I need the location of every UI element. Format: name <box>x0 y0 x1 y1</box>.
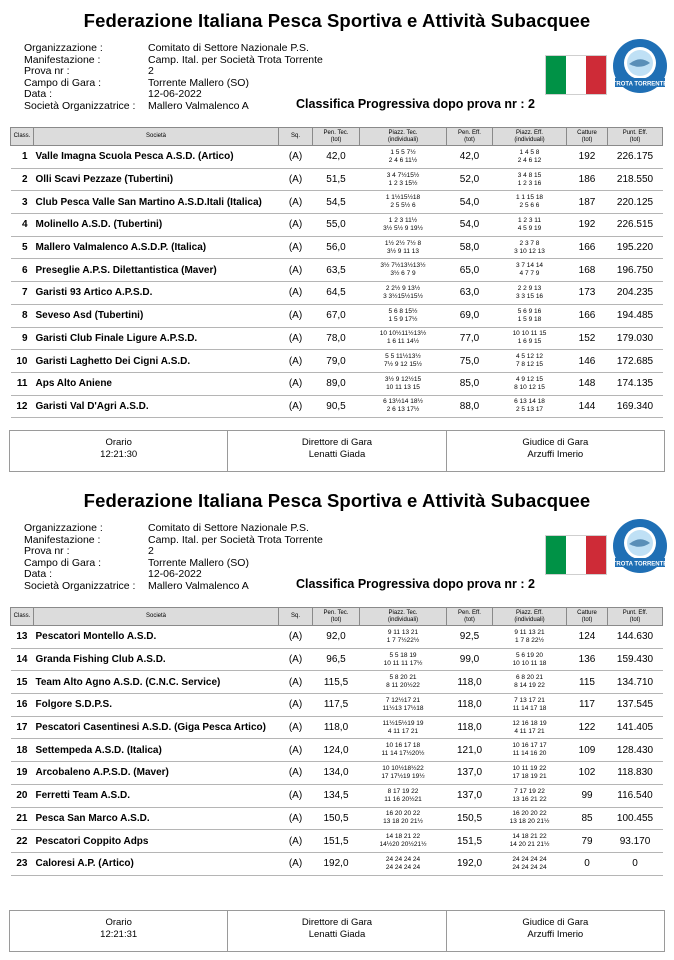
table-row <box>11 214 663 237</box>
trota-torrente-logo-icon <box>612 38 668 94</box>
catture-cell: 166 <box>567 236 608 259</box>
punteggio-cell: 144.630 <box>608 626 663 649</box>
pen-eff-cell: 75,0 <box>447 350 493 373</box>
pen-tec-cell: 134,0 <box>313 762 360 785</box>
results-table <box>10 607 663 876</box>
col-pen-tec: Pen. Tec. (tot) <box>313 608 360 626</box>
piazz-eff-cell: 10 11 19 22 17 18 19 21 <box>493 762 567 785</box>
pen-tec-cell: 151,5 <box>313 830 360 853</box>
rank-cell: 18 <box>11 739 34 762</box>
col-societa: Società <box>34 608 279 626</box>
rank-cell: 20 <box>11 784 34 807</box>
piazz-tec-cell: 5 5 11½13½ 7½ 9 12 15½ <box>360 350 447 373</box>
piazz-eff-cell: 3 4 8 15 1 2 3 16 <box>493 168 567 191</box>
logo-bottom-text: TROTA TORRENTE <box>612 561 668 568</box>
squadra-cell: (A) <box>279 852 313 875</box>
punteggio-cell: 220.125 <box>608 191 663 214</box>
societa-cell: Granda Fishing Club A.S.D. <box>34 648 279 671</box>
pen-tec-cell: 92,0 <box>313 626 360 649</box>
societa-cell: Settempeda A.S.D. (Italica) <box>34 739 279 762</box>
societa-cell: Garisti 93 Artico A.P.S.D. <box>34 282 279 305</box>
pen-tec-cell: 124,0 <box>313 739 360 762</box>
piazz-tec-cell: 5 6 8 15½ 1 5 9 17½ <box>360 304 447 327</box>
piazz-eff-cell: 1 1 15 18 2 5 6 6 <box>493 191 567 214</box>
rank-cell: 22 <box>11 830 34 853</box>
punteggio-cell: 179.030 <box>608 327 663 350</box>
societa-cell: Caloresi A.P. (Artico) <box>34 852 279 875</box>
catture-cell: 85 <box>567 807 608 830</box>
catture-cell: 173 <box>567 282 608 305</box>
squadra-cell: (A) <box>279 372 313 395</box>
catture-cell: 115 <box>567 671 608 694</box>
punteggio-cell: 137.545 <box>608 694 663 717</box>
societa-cell: Olli Scavi Pezzaze (Tubertini) <box>34 168 279 191</box>
punteggio-cell: 100.455 <box>608 807 663 830</box>
catture-cell: 109 <box>567 739 608 762</box>
punteggio-cell: 195.220 <box>608 236 663 259</box>
catture-cell: 152 <box>567 327 608 350</box>
punteggio-cell: 116.540 <box>608 784 663 807</box>
squadra-cell: (A) <box>279 327 313 350</box>
table-row <box>11 146 663 169</box>
piazz-eff-cell: 7 13 17 21 11 14 17 18 <box>493 694 567 717</box>
piazz-tec-cell: 5 8 20 21 8 11 20½22 <box>360 671 447 694</box>
rank-cell: 19 <box>11 762 34 785</box>
pen-eff-cell: 192,0 <box>447 852 493 875</box>
table-row <box>11 830 663 853</box>
piazz-tec-cell: 3½ 7½13½13½ 3½ 6 7 9 <box>360 259 447 282</box>
societa-cell: Molinello A.S.D. (Tubertini) <box>34 214 279 237</box>
piazz-eff-cell: 10 10 11 15 1 6 9 15 <box>493 327 567 350</box>
piazz-eff-cell: 16 20 20 22 13 18 20 21½ <box>493 807 567 830</box>
pen-tec-cell: 51,5 <box>313 168 360 191</box>
table-row <box>11 191 663 214</box>
col-pen-eff: Pen. Eff. (tot) <box>447 608 493 626</box>
rank-cell: 14 <box>11 648 34 671</box>
squadra-cell: (A) <box>279 739 313 762</box>
piazz-tec-cell: 2 2½ 9 13½ 3 3½15½15½ <box>360 282 447 305</box>
meta-row: Società Organizzatrice : Mallero Valmalenco A <box>24 99 249 112</box>
pen-eff-cell: 52,0 <box>447 168 493 191</box>
piazz-eff-cell: 1 2 3 11 4 5 9 19 <box>493 214 567 237</box>
catture-cell: 0 <box>567 852 608 875</box>
punteggio-cell: 196.750 <box>608 259 663 282</box>
italian-flag-icon <box>545 535 607 575</box>
squadra-cell: (A) <box>279 716 313 739</box>
pen-tec-cell: 192,0 <box>313 852 360 875</box>
squadra-cell: (A) <box>279 694 313 717</box>
pen-tec-cell: 64,5 <box>313 282 360 305</box>
catture-cell: 99 <box>567 784 608 807</box>
piazz-eff-cell: 24 24 24 24 24 24 24 24 <box>493 852 567 875</box>
piazz-tec-cell: 10 10½11½13½ 1 6 11 14½ <box>360 327 447 350</box>
piazz-tec-cell: 1 2 3 11½ 3½ 5½ 9 19½ <box>360 214 447 237</box>
squadra-cell: (A) <box>279 168 313 191</box>
piazz-tec-cell: 10 10½18½22 17 17½19 19½ <box>360 762 447 785</box>
piazz-eff-cell: 14 18 21 22 14 20 21 21½ <box>493 830 567 853</box>
table-header <box>11 608 663 626</box>
table-row <box>11 327 663 350</box>
rank-cell: 5 <box>11 236 34 259</box>
piazz-tec-cell: 11½15½19 19 4 11 17 21 <box>360 716 447 739</box>
squadra-cell: (A) <box>279 236 313 259</box>
societa-cell: Arcobaleno A.P.S.D. (Maver) <box>34 762 279 785</box>
societa-cell: Garisti Val D'Agri A.S.D. <box>34 395 279 418</box>
squadra-cell: (A) <box>279 282 313 305</box>
table-row <box>11 852 663 875</box>
squadra-cell: (A) <box>279 762 313 785</box>
pen-eff-cell: 58,0 <box>447 236 493 259</box>
piazz-tec-cell: 10 16 17 18 11 14 17½20½ <box>360 739 447 762</box>
meta-row: Campo di Gara : Torrente Mallero (SO) <box>24 76 249 89</box>
footer-orario: Orario 12:21:30 <box>10 431 228 471</box>
societa-cell: Team Alto Agno A.S.D. (C.N.C. Service) <box>34 671 279 694</box>
societa-cell: Valle Imagna Scuola Pesca A.S.D. (Artico) <box>34 146 279 169</box>
col-sq: Sq. <box>279 128 313 146</box>
catture-cell: 102 <box>567 762 608 785</box>
catture-cell: 192 <box>567 214 608 237</box>
rank-cell: 7 <box>11 282 34 305</box>
pen-eff-cell: 88,0 <box>447 395 493 418</box>
societa-cell: Preseglie A.P.S. Dilettantistica (Maver) <box>34 259 279 282</box>
table-row <box>11 716 663 739</box>
footer-orario: Orario 12:21:31 <box>10 911 228 951</box>
rank-cell: 21 <box>11 807 34 830</box>
catture-cell: 148 <box>567 372 608 395</box>
pen-tec-cell: 96,5 <box>313 648 360 671</box>
squadra-cell: (A) <box>279 259 313 282</box>
punteggio-cell: 128.430 <box>608 739 663 762</box>
pen-eff-cell: 54,0 <box>447 191 493 214</box>
pen-tec-cell: 56,0 <box>313 236 360 259</box>
squadra-cell: (A) <box>279 146 313 169</box>
catture-cell: 187 <box>567 191 608 214</box>
flag-red <box>586 56 606 94</box>
piazz-eff-cell: 7 17 19 22 13 16 21 22 <box>493 784 567 807</box>
pen-tec-cell: 118,0 <box>313 716 360 739</box>
piazz-tec-cell: 14 18 21 22 14½20 20½21½ <box>360 830 447 853</box>
societa-cell: Garisti Laghetto Dei Cigni A.S.D. <box>34 350 279 373</box>
pen-tec-cell: 117,5 <box>313 694 360 717</box>
meta-row: Data : 12-06-2022 <box>24 568 202 581</box>
piazz-eff-cell: 3 7 14 14 4 7 7 9 <box>493 259 567 282</box>
societa-cell: Garisti Club Finale Ligure A.P.S.D. <box>34 327 279 350</box>
piazz-tec-cell: 24 24 24 24 24 24 24 24 <box>360 852 447 875</box>
catture-cell: 117 <box>567 694 608 717</box>
table-row <box>11 395 663 418</box>
societa-cell: Pesca San Marco A.S.D. <box>34 807 279 830</box>
piazz-eff-cell: 4 9 12 15 8 10 12 15 <box>493 372 567 395</box>
trota-torrente-logo-icon <box>612 518 668 574</box>
federation-title: Federazione Italiana Pesca Sportiva e Attività Subacquee <box>83 10 591 31</box>
meta-row: Organizzazione : Comitato di Settore Nazionale P.S. <box>24 42 309 54</box>
pen-tec-cell: 89,0 <box>313 372 360 395</box>
table-row <box>11 259 663 282</box>
societa-cell: Pescatori Montello A.S.D. <box>34 626 279 649</box>
pen-eff-cell: 63,0 <box>447 282 493 305</box>
table-header <box>11 128 663 146</box>
societa-cell: Club Pesca Valle San Martino A.S.D.Itali (Italica) <box>34 191 279 214</box>
pen-tec-cell: 63,5 <box>313 259 360 282</box>
rank-cell: 10 <box>11 350 34 373</box>
pen-eff-cell: 92,5 <box>447 626 493 649</box>
catture-cell: 122 <box>567 716 608 739</box>
event-meta <box>24 523 323 593</box>
punteggio-cell: 159.430 <box>608 648 663 671</box>
piazz-tec-cell: 5 5 18 19 10 11 11 17½ <box>360 648 447 671</box>
classifica-heading: Classifica Progressiva dopo prova nr : 2 <box>296 577 535 591</box>
punteggio-cell: 194.485 <box>608 304 663 327</box>
rank-cell: 13 <box>11 626 34 649</box>
table-row <box>11 350 663 373</box>
piazz-eff-cell: 2 2 9 13 3 3 15 16 <box>493 282 567 305</box>
col-sq: Sq. <box>279 608 313 626</box>
punteggio-cell: 174.135 <box>608 372 663 395</box>
pen-eff-cell: 137,0 <box>447 762 493 785</box>
col-piazz-eff: Piazz. Eff. (individuali) <box>493 128 567 146</box>
rank-cell: 2 <box>11 168 34 191</box>
pen-tec-cell: 150,5 <box>313 807 360 830</box>
pen-eff-cell: 99,0 <box>447 648 493 671</box>
table-row <box>11 807 663 830</box>
pen-eff-cell: 151,5 <box>447 830 493 853</box>
pen-eff-cell: 69,0 <box>447 304 493 327</box>
rank-cell: 9 <box>11 327 34 350</box>
catture-cell: 166 <box>567 304 608 327</box>
pen-eff-cell: 118,0 <box>447 671 493 694</box>
punteggio-cell: 134.710 <box>608 671 663 694</box>
meta-row: Organizzazione : Comitato di Settore Nazionale P.S. <box>24 522 309 534</box>
pen-eff-cell: 42,0 <box>447 146 493 169</box>
pen-tec-cell: 78,0 <box>313 327 360 350</box>
piazz-eff-cell: 6 8 20 21 8 14 19 22 <box>493 671 567 694</box>
piazz-tec-cell: 1 1½15½18 2 5 5½ 6 <box>360 191 447 214</box>
meta-row: Manifestazione : Camp. Ital. per Società Trota Torrente <box>24 53 323 66</box>
piazz-eff-cell: 5 6 19 20 10 10 11 18 <box>493 648 567 671</box>
pen-eff-cell: 54,0 <box>447 214 493 237</box>
col-piazz-eff: Piazz. Eff. (individuali) <box>493 608 567 626</box>
squadra-cell: (A) <box>279 807 313 830</box>
col-punt-eff: Punt. Eff. (tot) <box>608 128 663 146</box>
col-piazz-tec: Piazz. Tec. (individuali) <box>360 128 447 146</box>
col-catture: Catture (tot) <box>567 608 608 626</box>
table-row <box>11 694 663 717</box>
event-meta <box>24 43 323 113</box>
squadra-cell: (A) <box>279 214 313 237</box>
pen-eff-cell: 65,0 <box>447 259 493 282</box>
squadra-cell: (A) <box>279 648 313 671</box>
piazz-tec-cell: 1½ 2½ 7½ 8 3½ 9 11 13 <box>360 236 447 259</box>
pen-tec-cell: 42,0 <box>313 146 360 169</box>
meta-row: Società Organizzatrice : Mallero Valmalenco A <box>24 579 249 592</box>
footer-direttore: Direttore di Gara Lenatti Giada <box>228 911 446 951</box>
piazz-eff-cell: 4 5 12 12 7 8 12 15 <box>493 350 567 373</box>
pen-tec-cell: 67,0 <box>313 304 360 327</box>
table-row <box>11 626 663 649</box>
flag-white <box>566 536 586 574</box>
rank-cell: 17 <box>11 716 34 739</box>
societa-cell: Pescatori Coppito Adps <box>34 830 279 853</box>
table-row <box>11 372 663 395</box>
squadra-cell: (A) <box>279 350 313 373</box>
federation-title: Federazione Italiana Pesca Sportiva e Attività Subacquee <box>83 490 591 511</box>
table-row <box>11 648 663 671</box>
table-row <box>11 282 663 305</box>
col-pen-eff: Pen. Eff. (tot) <box>447 128 493 146</box>
squadra-cell: (A) <box>279 626 313 649</box>
table-row <box>11 168 663 191</box>
punteggio-cell: 226.515 <box>608 214 663 237</box>
rank-cell: 16 <box>11 694 34 717</box>
table-row <box>11 762 663 785</box>
rank-cell: 1 <box>11 146 34 169</box>
pen-eff-cell: 121,0 <box>447 739 493 762</box>
catture-cell: 136 <box>567 648 608 671</box>
col-societa: Società <box>34 128 279 146</box>
pen-eff-cell: 118,0 <box>447 694 493 717</box>
meta-row: Prova nr : 2 <box>24 65 154 78</box>
societa-cell: Seveso Asd (Tubertini) <box>34 304 279 327</box>
societa-cell: Folgore S.D.P.S. <box>34 694 279 717</box>
rank-cell: 3 <box>11 191 34 214</box>
catture-cell: 192 <box>567 146 608 169</box>
flag-green <box>546 56 566 94</box>
piazz-eff-cell: 1 4 5 8 2 4 6 12 <box>493 146 567 169</box>
rank-cell: 12 <box>11 395 34 418</box>
punteggio-cell: 118.830 <box>608 762 663 785</box>
classifica-heading: Classifica Progressiva dopo prova nr : 2 <box>296 97 535 111</box>
punteggio-cell: 0 <box>608 852 663 875</box>
footer-direttore: Direttore di Gara Lenatti Giada <box>228 431 446 471</box>
italian-flag-icon <box>545 55 607 95</box>
rank-cell: 4 <box>11 214 34 237</box>
piazz-eff-cell: 12 16 18 19 4 11 17 21 <box>493 716 567 739</box>
sheet-footer <box>9 430 665 472</box>
piazz-tec-cell: 9 11 13 21 1 7 7½22½ <box>360 626 447 649</box>
punteggio-cell: 141.405 <box>608 716 663 739</box>
rank-cell: 23 <box>11 852 34 875</box>
piazz-tec-cell: 7 12½17 21 11½13 17½18 <box>360 694 447 717</box>
pen-tec-cell: 55,0 <box>313 214 360 237</box>
catture-cell: 124 <box>567 626 608 649</box>
societa-cell: Mallero Valmalenco A.S.D.P. (Italica) <box>34 236 279 259</box>
table-row <box>11 784 663 807</box>
col-punt-eff: Punt. Eff. (tot) <box>608 608 663 626</box>
piazz-eff-cell: 2 3 7 8 3 10 12 13 <box>493 236 567 259</box>
rank-cell: 11 <box>11 372 34 395</box>
meta-row: Manifestazione : Camp. Ital. per Società Trota Torrente <box>24 533 323 546</box>
catture-cell: 186 <box>567 168 608 191</box>
pen-tec-cell: 115,5 <box>313 671 360 694</box>
sheet-footer <box>9 910 665 952</box>
punteggio-cell: 204.235 <box>608 282 663 305</box>
pen-tec-cell: 90,5 <box>313 395 360 418</box>
pen-eff-cell: 137,0 <box>447 784 493 807</box>
meta-row: Data : 12-06-2022 <box>24 88 202 101</box>
pen-eff-cell: 118,0 <box>447 716 493 739</box>
pen-tec-cell: 54,5 <box>313 191 360 214</box>
col-piazz-tec: Piazz. Tec. (individuali) <box>360 608 447 626</box>
results-table <box>10 127 663 418</box>
societa-cell: Ferretti Team A.S.D. <box>34 784 279 807</box>
squadra-cell: (A) <box>279 784 313 807</box>
footer-giudice: Giudice di Gara Arzuffi Imerio <box>522 917 589 940</box>
col-catture: Catture (tot) <box>567 128 608 146</box>
rank-cell: 8 <box>11 304 34 327</box>
piazz-eff-cell: 6 13 14 18 2 5 13 17 <box>493 395 567 418</box>
squadra-cell: (A) <box>279 830 313 853</box>
col-class: Class. <box>11 128 34 146</box>
societa-cell: Aps Alto Aniene <box>34 372 279 395</box>
piazz-tec-cell: 3½ 9 12½15 10 11 13 15 <box>360 372 447 395</box>
catture-cell: 79 <box>567 830 608 853</box>
footer-giudice: Giudice di Gara Arzuffi Imerio <box>522 437 589 460</box>
logo-bottom-text: TROTA TORRENTE <box>612 81 668 88</box>
squadra-cell: (A) <box>279 191 313 214</box>
table-row <box>11 671 663 694</box>
piazz-eff-cell: 9 11 13 21 1 7 8 22½ <box>493 626 567 649</box>
piazz-tec-cell: 8 17 19 22 11 16 20½21 <box>360 784 447 807</box>
meta-row: Prova nr : 2 <box>24 545 154 558</box>
flag-white <box>566 56 586 94</box>
table-row <box>11 236 663 259</box>
col-pen-tec: Pen. Tec. (tot) <box>313 128 360 146</box>
pen-eff-cell: 85,0 <box>447 372 493 395</box>
flag-green <box>546 536 566 574</box>
punteggio-cell: 172.685 <box>608 350 663 373</box>
col-class: Class. <box>11 608 34 626</box>
flag-red <box>586 536 606 574</box>
piazz-tec-cell: 3 4 7½15½ 1 2 3 15½ <box>360 168 447 191</box>
squadra-cell: (A) <box>279 304 313 327</box>
rank-cell: 6 <box>11 259 34 282</box>
societa-cell: Pescatori Casentinesi A.S.D. (Giga Pesca Artico) <box>34 716 279 739</box>
table-row <box>11 304 663 327</box>
pen-tec-cell: 134,5 <box>313 784 360 807</box>
piazz-tec-cell: 6 13½14 18½ 2 6 13 17½ <box>360 395 447 418</box>
punteggio-cell: 93.170 <box>608 830 663 853</box>
piazz-eff-cell: 5 6 9 16 1 5 9 18 <box>493 304 567 327</box>
result-sheet-2 <box>0 480 674 960</box>
punteggio-cell: 226.175 <box>608 146 663 169</box>
meta-row: Campo di Gara : Torrente Mallero (SO) <box>24 556 249 569</box>
squadra-cell: (A) <box>279 395 313 418</box>
pen-eff-cell: 150,5 <box>447 807 493 830</box>
catture-cell: 168 <box>567 259 608 282</box>
pen-eff-cell: 77,0 <box>447 327 493 350</box>
catture-cell: 144 <box>567 395 608 418</box>
squadra-cell: (A) <box>279 671 313 694</box>
piazz-eff-cell: 10 16 17 17 11 14 16 20 <box>493 739 567 762</box>
pen-tec-cell: 79,0 <box>313 350 360 373</box>
punteggio-cell: 218.550 <box>608 168 663 191</box>
piazz-tec-cell: 16 20 20 22 13 18 20 21½ <box>360 807 447 830</box>
piazz-tec-cell: 1 5 5 7½ 2 4 6 11½ <box>360 146 447 169</box>
rank-cell: 15 <box>11 671 34 694</box>
punteggio-cell: 169.340 <box>608 395 663 418</box>
table-row <box>11 739 663 762</box>
catture-cell: 146 <box>567 350 608 373</box>
